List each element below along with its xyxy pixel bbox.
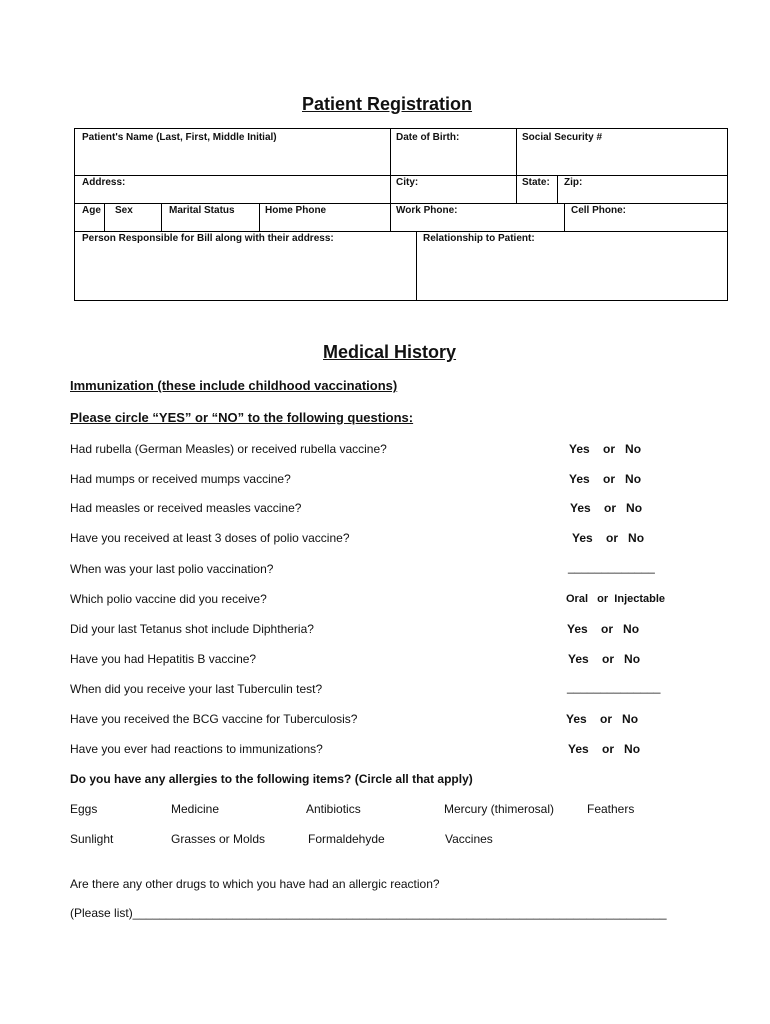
answer-choice[interactable]: Yes or No bbox=[569, 472, 642, 486]
circle-instruction: Please circle “YES” or “NO” to the following questions: bbox=[70, 410, 414, 425]
col-divider bbox=[416, 231, 417, 301]
other-drugs-question: Are there any other drugs to which you have had an allergic reaction? bbox=[70, 877, 440, 891]
allergy-item-medicine[interactable]: Medicine bbox=[171, 802, 220, 816]
col-divider bbox=[516, 129, 517, 175]
ssn-field[interactable]: Social Security # bbox=[522, 132, 603, 143]
col-divider bbox=[564, 203, 565, 231]
address-field[interactable]: Address: bbox=[82, 177, 126, 188]
question-text: Have you ever had reactions to immunizations? bbox=[70, 742, 323, 756]
answer-choice[interactable]: Oral or Injectable bbox=[566, 593, 666, 605]
question-text: When was your last polio vaccination? bbox=[70, 562, 274, 576]
answer-choice[interactable]: Yes or No bbox=[567, 622, 640, 636]
question-text: When did you receive your last Tuberculin test? bbox=[70, 682, 323, 696]
sex-field[interactable]: Sex bbox=[115, 205, 133, 216]
allergy-item-formaldehyde[interactable]: Formaldehyde bbox=[308, 832, 385, 846]
question-text: Had mumps or received mumps vaccine? bbox=[70, 472, 291, 486]
allergy-item-vaccines[interactable]: Vaccines bbox=[445, 832, 493, 846]
allergy-item-feathers[interactable]: Feathers bbox=[587, 802, 635, 816]
section-title-medical-history: Medical History bbox=[323, 342, 457, 362]
answer-choice[interactable]: Yes or No bbox=[568, 652, 641, 666]
row-divider bbox=[75, 231, 727, 232]
allergy-item-antibiotics[interactable]: Antibiotics bbox=[306, 802, 361, 816]
allergy-item-sunlight[interactable]: Sunlight bbox=[70, 832, 114, 846]
allergy-item-eggs[interactable]: Eggs bbox=[70, 802, 98, 816]
answer-blank[interactable]: _____________ bbox=[568, 560, 655, 574]
question-text: Have you received at least 3 doses of polio vaccine? bbox=[70, 531, 350, 545]
col-divider bbox=[516, 175, 517, 203]
question-text: Had measles or received measles vaccine? bbox=[70, 501, 302, 515]
question-text: Which polio vaccine did you receive? bbox=[70, 592, 267, 606]
row-divider bbox=[75, 203, 727, 204]
answer-blank[interactable]: ______________ bbox=[567, 680, 661, 694]
marital-status-field[interactable]: Marital Status bbox=[169, 205, 235, 216]
age-field[interactable]: Age bbox=[82, 205, 101, 216]
immunization-heading: Immunization (these include childhood vaccinations) bbox=[70, 378, 398, 393]
col-divider bbox=[557, 175, 558, 203]
work-phone-field[interactable]: Work Phone: bbox=[396, 205, 458, 216]
dob-field[interactable]: Date of Birth: bbox=[396, 132, 460, 143]
relationship-field[interactable]: Relationship to Patient: bbox=[423, 233, 535, 244]
allergy-item-grasses[interactable]: Grasses or Molds bbox=[171, 832, 266, 846]
registration-table bbox=[74, 128, 728, 301]
row-divider bbox=[75, 175, 727, 176]
question-text: Did your last Tetanus shot include Diphtheria? bbox=[70, 622, 314, 636]
col-divider bbox=[259, 203, 260, 231]
responsible-party-field[interactable]: Person Responsible for Bill along with their address: bbox=[82, 233, 334, 244]
col-divider bbox=[104, 203, 105, 231]
answer-choice[interactable]: Yes or No bbox=[572, 531, 645, 545]
answer-choice[interactable]: Yes or No bbox=[566, 712, 639, 726]
patient-name-field[interactable]: Patient's Name (Last, First, Middle Initial) bbox=[82, 132, 277, 143]
answer-choice[interactable]: Yes or No bbox=[569, 442, 642, 456]
col-divider bbox=[390, 129, 391, 231]
please-list-field[interactable]: (Please list)________________________________________________________________________________ bbox=[70, 906, 667, 920]
col-divider bbox=[161, 203, 162, 231]
state-field[interactable]: State: bbox=[522, 177, 550, 188]
cell-phone-field[interactable]: Cell Phone: bbox=[571, 205, 627, 216]
city-field[interactable]: City: bbox=[396, 177, 419, 188]
home-phone-field[interactable]: Home Phone bbox=[265, 205, 327, 216]
allergy-heading: Do you have any allergies to the following items? (Circle all that apply) bbox=[70, 772, 473, 786]
zip-field[interactable]: Zip: bbox=[564, 177, 583, 188]
answer-choice[interactable]: Yes or No bbox=[570, 501, 643, 515]
allergy-item-mercury[interactable]: Mercury (thimerosal) bbox=[444, 802, 555, 816]
page-title: Patient Registration bbox=[302, 94, 473, 114]
question-text: Had rubella (German Measles) or received rubella vaccine? bbox=[70, 442, 387, 456]
question-text: Have you had Hepatitis B vaccine? bbox=[70, 652, 257, 666]
question-text: Have you received the BCG vaccine for Tuberculosis? bbox=[70, 712, 358, 726]
answer-choice[interactable]: Yes or No bbox=[568, 742, 641, 756]
